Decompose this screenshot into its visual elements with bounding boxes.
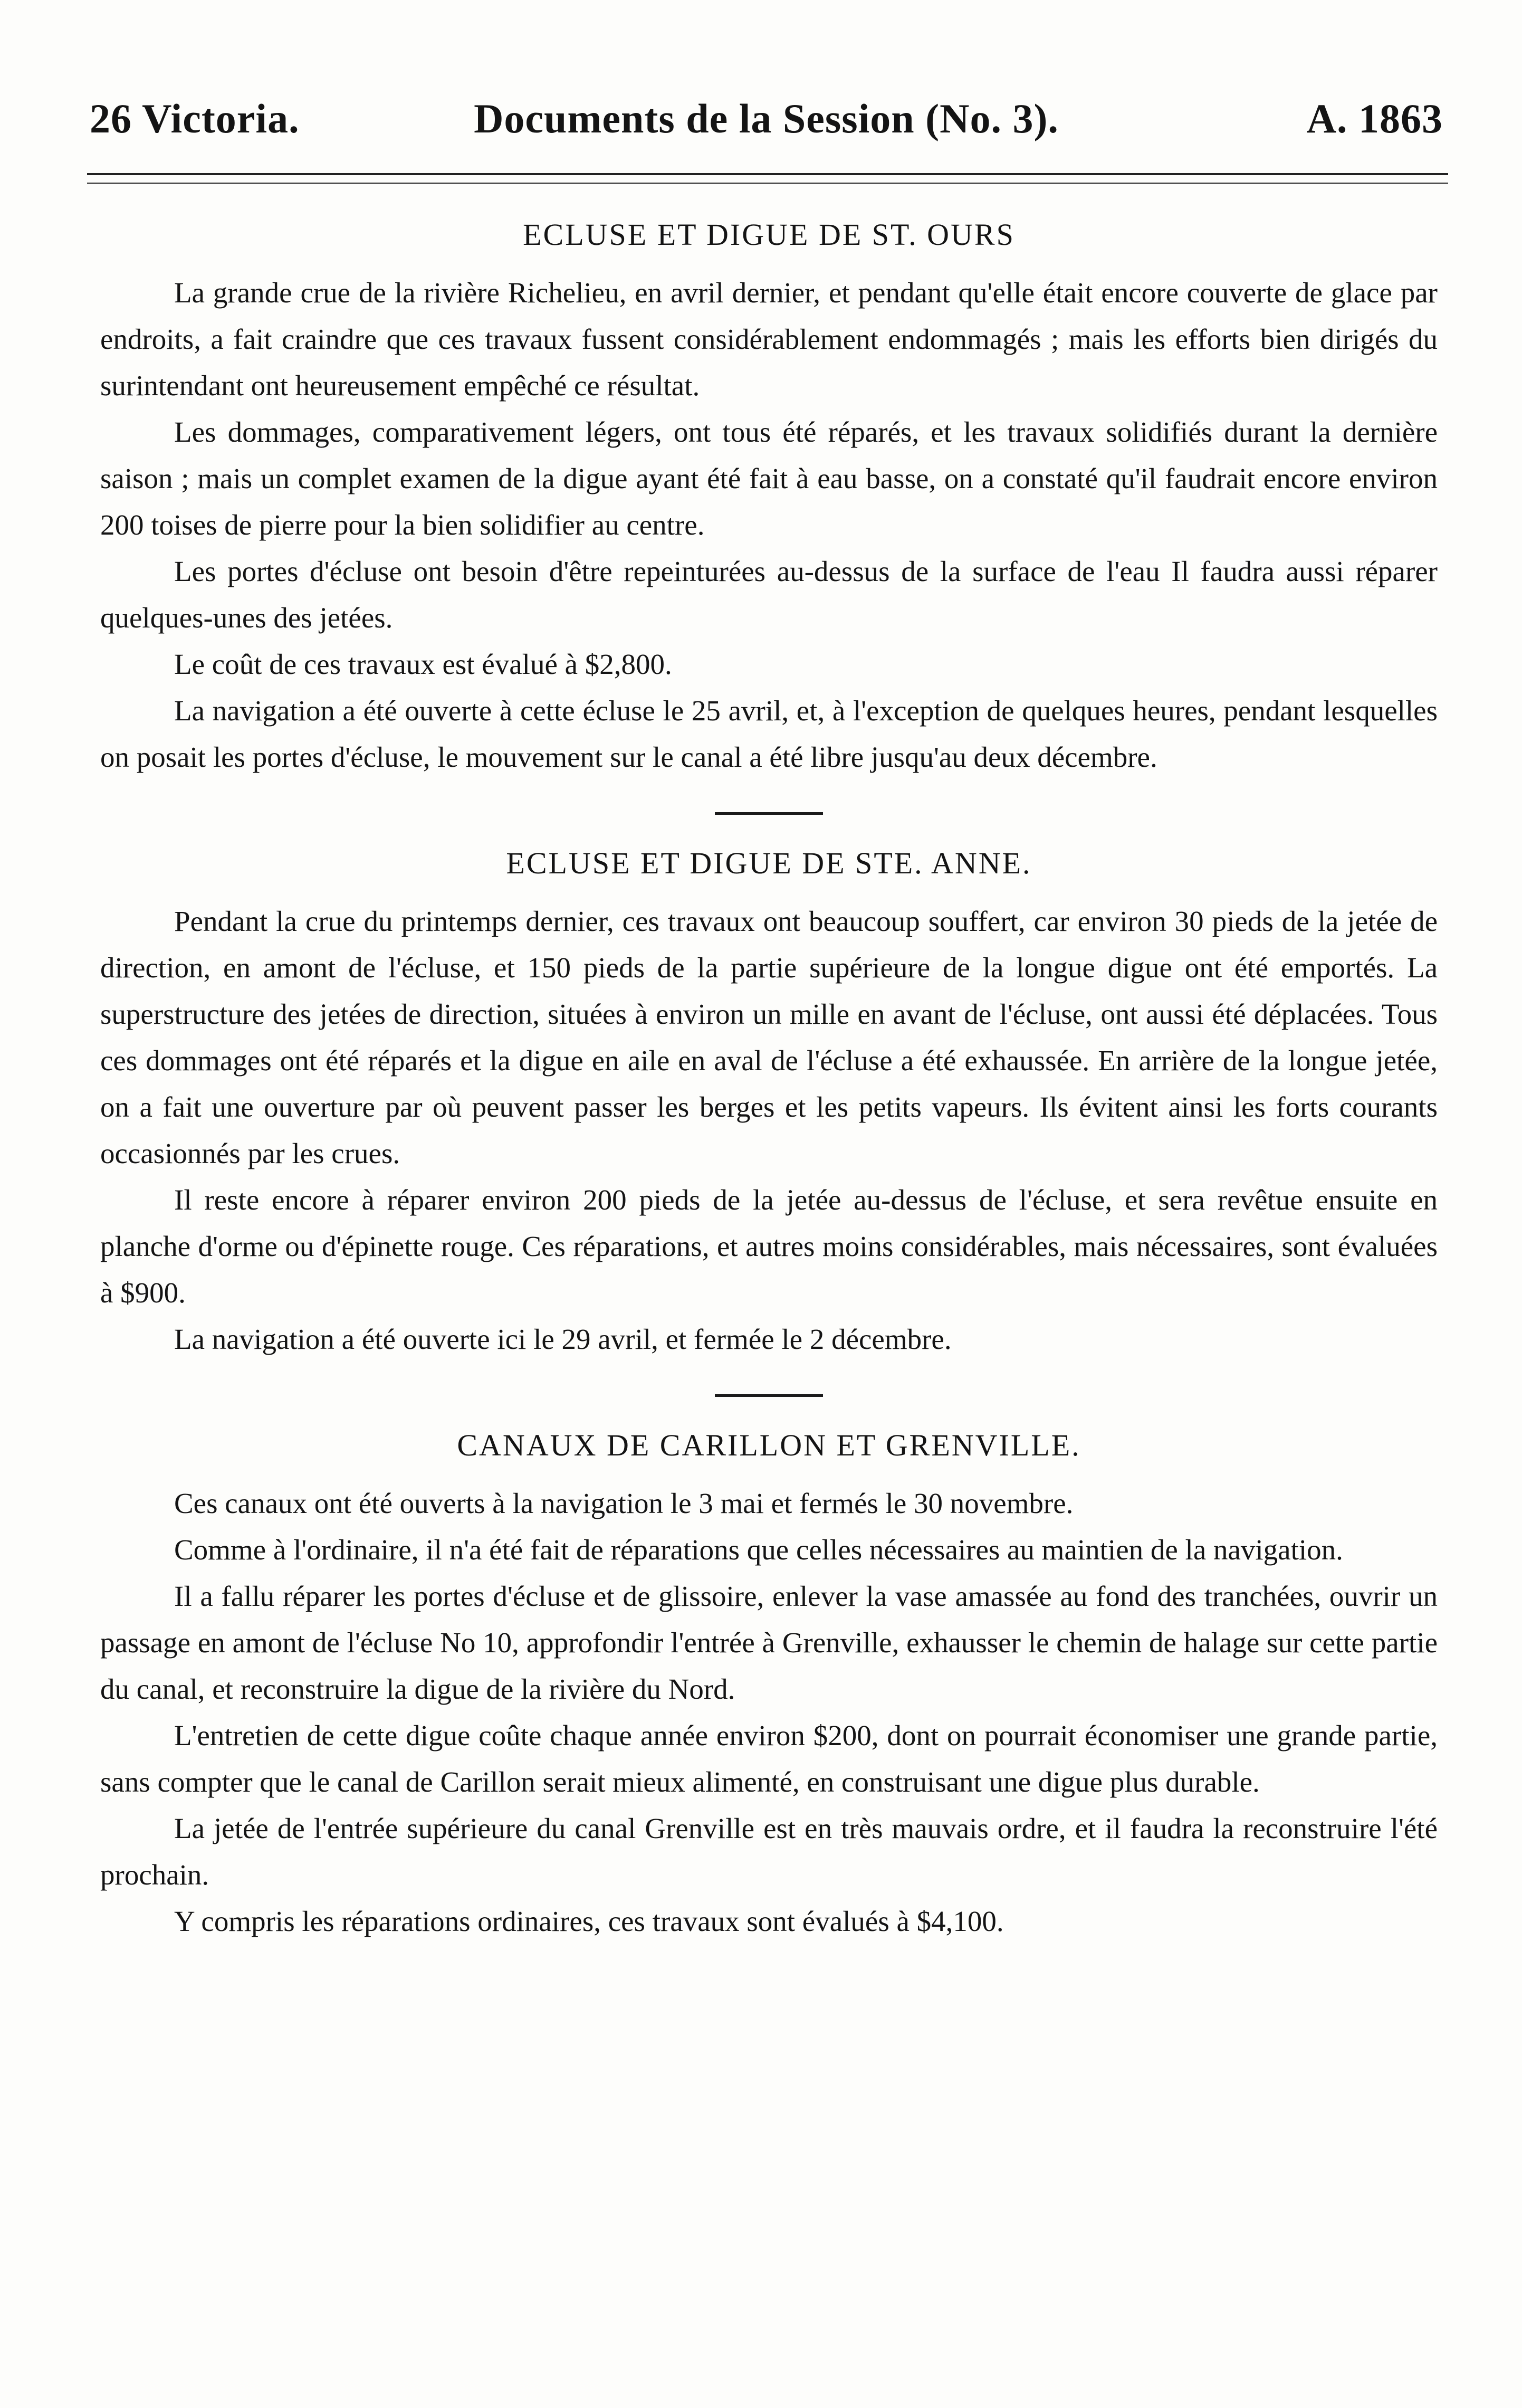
paragraph: Il reste encore à réparer environ 200 pieds de la jetée au-dessus de l'écluse, et sera revêtue ensuite en planche d'orme ou d'épinette rouge. Ces réparations, et autres moins considérables, mais nécessaires, sont évaluées à $900. <box>100 1184 1438 1309</box>
paragraph: Il a fallu réparer les portes d'écluse et de glissoire, enlever la vase amassée au fond des tranchées, ouvrir un passage en amont de l'écluse No 10, approfondir l'entrée à Grenville, exhausser le chemin de halage sur cette partie du canal, et reconstruire la digue de la rivière du Nord. <box>100 1580 1438 1705</box>
section-carillon-grenville <box>100 1424 1438 1945</box>
running-header <box>90 95 1443 142</box>
header-right: A. 1863 <box>1306 96 1443 141</box>
section-ste-anne <box>100 842 1438 1363</box>
paragraph: Comme à l'ordinaire, il n'a été fait de réparations que celles nécessaires au maintien de la navigation. <box>174 1534 1343 1566</box>
header-rule <box>87 173 1448 184</box>
section-divider <box>715 812 823 815</box>
paragraph: L'entretien de cette digue coûte chaque année environ $200, dont on pourrait économiser une grande partie, sans compter que le canal de Carillon serait mieux alimenté, en construisant une digue plus durable. <box>100 1719 1438 1798</box>
page-body <box>100 214 1438 1945</box>
paragraph: Les portes d'écluse ont besoin d'être repeinturées au-dessus de la surface de l'eau Il faudra aussi réparer quelques-unes des jetées. <box>100 555 1438 634</box>
paragraph: Le coût de ces travaux est évalué à $2,800. <box>174 648 672 680</box>
section-title: ECLUSE ET DIGUE DE ST. OURS <box>523 217 1015 252</box>
paragraph: Y compris les réparations ordinaires, ces travaux sont évalués à $4,100. <box>174 1905 1004 1937</box>
header-left: 26 Victoria. <box>90 96 300 141</box>
paragraph: La jetée de l'entrée supérieure du canal Grenville est en très mauvais ordre, et il faudra la reconstruire l'été prochain. <box>100 1812 1438 1891</box>
section-title: CANAUX DE CARILLON ET GRENVILLE. <box>457 1428 1081 1462</box>
paragraph: Les dommages, comparativement légers, ont tous été réparés, et les travaux solidifiés durant la dernière saison ; mais un complet examen de la digue ayant été fait à eau basse, on a constaté qu'il faudrait encore environ 200 toises de pierre pour la bien solidifier au centre. <box>100 416 1438 541</box>
paragraph: Pendant la crue du printemps dernier, ces travaux ont beaucoup souffert, car environ 30 pieds de la jetée de direction, en amont de l'écluse, et 150 pieds de la partie supérieure de la longue digue ont été emportés. La superstructure des jetées de direction, situées à environ un mille en avant de l'écluse, ont aussi été déplacées. Tous ces dommages ont été réparés et la digue en aile en aval de l'écluse a été exhaussée. En arrière de la longue jetée, on a fait une ouverture par où peuvent passer les berges et les petits vapeurs. Ils évitent ainsi les forts courants occasionnés par les crues. <box>100 905 1438 1169</box>
paragraph: Ces canaux ont été ouverts à la navigation le 3 mai et fermés le 30 novembre. <box>174 1487 1074 1519</box>
paragraph: La navigation a été ouverte à cette écluse le 25 avril, et, à l'exception de quelques heures, pendant lesquelles on posait les portes d'écluse, le mouvement sur le canal a été libre jusqu'au deux décembre. <box>100 694 1438 773</box>
paragraph: La navigation a été ouverte ici le 29 avril, et fermée le 2 décembre. <box>174 1323 952 1355</box>
paragraph: La grande crue de la rivière Richelieu, en avril dernier, et pendant qu'elle était encore couverte de glace par endroits, a fait craindre que ces travaux fussent considérablement endommagés ; mais les efforts bien dirigés du surintendant ont heureusement empêché ce résultat. <box>100 277 1438 402</box>
section-divider <box>715 1394 823 1397</box>
header-center: Documents de la Session (No. 3). <box>474 96 1059 141</box>
section-st-ours <box>100 214 1438 781</box>
section-title: ECLUSE ET DIGUE DE STE. ANNE. <box>506 846 1032 880</box>
